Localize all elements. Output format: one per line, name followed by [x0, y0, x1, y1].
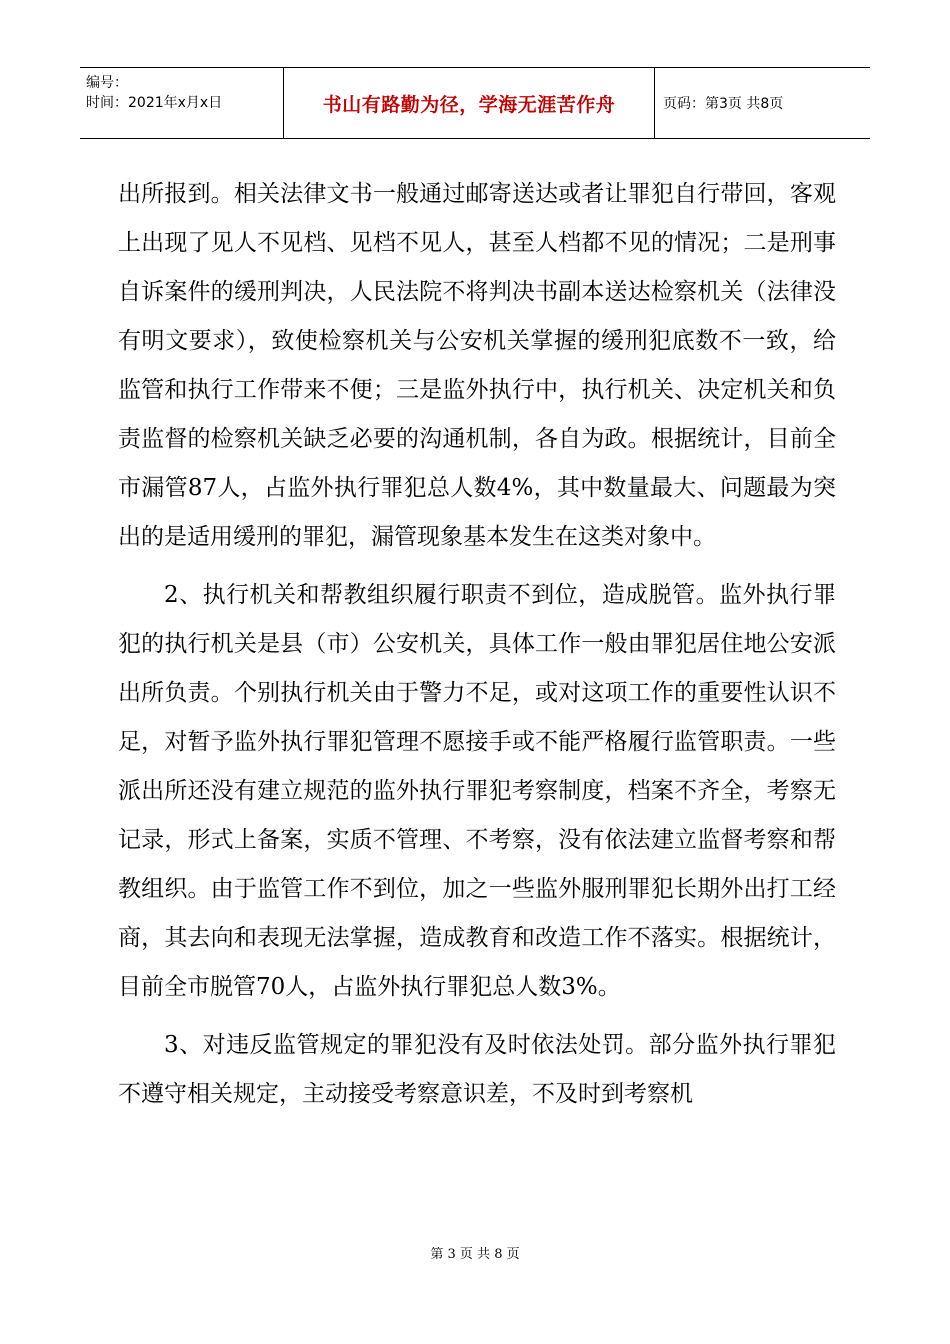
- document-body: [118, 170, 836, 1119]
- page-header: [80, 67, 870, 139]
- page-footer: 第 3 页 共 8 页: [430, 1247, 520, 1262]
- paragraph-2: 2、执行机关和帮教组织履行职责不到位，造成脱管。监外执行罪犯的执行机关是县（市）公安机关，具体工作一般由罪犯居住地公安派出所负责。个别执行机关由于警力不足，或对这项工作的重要性认识不足，对暂予监外执行罪犯管理不愿接手或不能严格履行监管职责。一些派出所还没有建立规范的监外执行罪犯考察制度，档案不齐全，考察无记录，形式上备案，实质不管理、不考察，没有依法建立监督考察和帮教组织。由于监管工作不到位，加之一些监外服刑罪犯长期外出打工经商，其去向和表现无法掌握，造成教育和改造工作不落实。根据统计，目前全市脱管70人，占监外执行罪犯总人数3%。: [118, 582, 836, 1000]
- paragraph-continued: 出所报到。相关法律文书一般通过邮寄送达或者让罪犯自行带回，客观上出现了见人不见档、见档不见人，甚至人档都不见的情况；二是刑事自诉案件的缓刑判决，人民法院不将判决书副本送达检察机关（法律没有明文要求），致使检察机关与公安机关掌握的缓刑犯底数不一致，给监管和执行工作带来不便；三是监外执行中，执行机关、决定机关和负责监督的检察机关缺乏必要的沟通机制，各自为政。根据统计，目前全市漏管87人，占监外执行罪犯总人数4%，其中数量最大、问题最为突出的是适用缓刑的罪犯，漏管现象基本发生在这类对象中。: [118, 181, 836, 550]
- document-time-label: 时间：2021年x月x日: [86, 95, 223, 111]
- header-motto: 书山有路勤为径，学海无涯苦作舟: [283, 68, 655, 138]
- paragraph-3: 3、对违反监管规定的罪犯没有及时依法处罚。部分监外执行罪犯不遵守相关规定，主动接受考察意识差，不及时到考察机: [118, 1032, 836, 1107]
- header-meta: [80, 68, 283, 138]
- document-number-label: 编号：: [86, 75, 128, 91]
- header-page-number: 页码：第3页 共8页: [663, 96, 784, 112]
